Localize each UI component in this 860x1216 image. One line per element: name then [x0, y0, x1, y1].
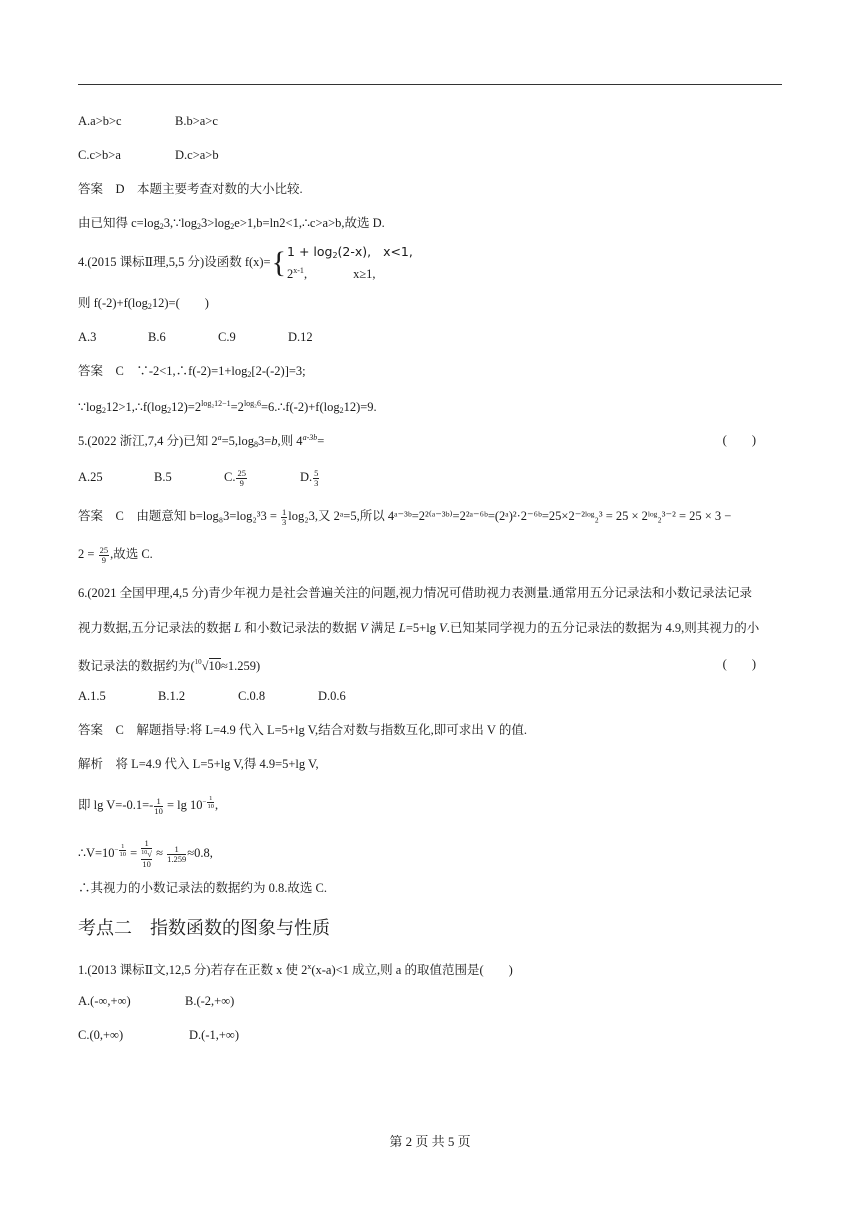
- q5-answer: 答案 C 由题意知 b=log₈3=log₂³3 = $\frac{1}{3}$ log₂3,又 2ᵃ=5,所以 4ᵃ⁻³ᵇ=2²⁽ᵃ⁻³ᵇ⁾=2²ᵃ⁻⁶ᵇ=(2ᵃ)²·2⁻⁶ᵇ=25×2⁻²ˡᵒᵍ₂³ = 25 × 2ˡᵒᵍ₂³⁻² = 25 × 3 −: [78, 506, 732, 527]
- q3-option-a: A.a>b>c: [78, 114, 122, 128]
- q4-answer: 答案 C $\because-2<1,\therefore f(-2)=1+\log_2[2-(-2)]=3$;: [78, 364, 306, 379]
- q6-option-a: A.1.5: [78, 689, 106, 703]
- q4-ask: 则 $f(-2)+f(\log_212)=$( ): [78, 296, 209, 311]
- q6-option-c: C.0.8: [238, 689, 266, 703]
- case-2: 2$^{x-1}$, x≥1,: [287, 266, 376, 281]
- q6-options: [78, 688, 346, 704]
- s2q1-option-a: A.(-∞,+∞): [78, 994, 131, 1008]
- q5-option-b: B.5: [154, 470, 172, 484]
- q6-stem-line3: 数记录法的数据约为($^{10}$√10≈1.259): [78, 658, 261, 673]
- s2q1-options-row2: [78, 1027, 239, 1043]
- q5-option-d: D. $\frac{5}{3}$: [300, 467, 319, 488]
- s2q1-options-row1: [78, 993, 234, 1009]
- q3-options-row2: [78, 147, 219, 163]
- q6-stem-line2: 视力数据,五分记录法的数据 L 和小数记录法的数据 V 满足 L=5+lg V.已知某同学视力的五分记录法的数据为 4.9,则其视力的小: [78, 621, 760, 635]
- s2q1-option-d: D.(-1,+∞): [189, 1028, 239, 1042]
- q6-option-b: B.1.2: [158, 689, 186, 703]
- s2q1-stem: 1.(2013 课标Ⅱ文,12,5 分)若存在正数 x 使 $2^x(x-a)<1$ 成立,则 a 的取值范围是( ): [78, 962, 513, 977]
- q6-answer: 答案 C 解题指导:将 L=4.9 代入 L=5+lg V,结合对数与指数互化,即可求出 V 的值.: [78, 723, 527, 737]
- piecewise-cases: [287, 244, 413, 282]
- q3-options-row1: [78, 113, 218, 129]
- q6-option-d: D.0.6: [318, 689, 346, 703]
- page-footer: 第 2 页 共 5 页: [389, 1134, 471, 1149]
- q3-option-d: D.c>a>b: [175, 148, 219, 162]
- q6-analysis: 解析 将 L=4.9 代入 L=5+lg V,得 4.9=5+lg V,: [78, 757, 319, 771]
- q5-option-c: C. $\frac{25}{9}$: [224, 467, 246, 488]
- q3-explanation: 由已知得 $c=\log_23,\because\log_23>\log_2e>1,b=\ln 2<1,\therefore c>a>b$,故选 D.: [78, 216, 385, 231]
- q4-stem: 4.(2015 课标Ⅱ理,5,5 分)设函数 $f(x)=\{1 + \log_2(2-x)$, x<1, 2$^{x-1}$, x≥1,: [78, 244, 413, 281]
- q4-option-c: C.9: [218, 330, 236, 344]
- q6-answer-paren: ( ): [722, 657, 756, 671]
- q4-answer-line2: $\because\log_212>1,\therefore f(\log_212)=2^{log_212-1}=2^{log_26}=6.\therefore f(-2)+f(\log_212)=9$.: [78, 399, 377, 415]
- q3-option-c: C.c>b>a: [78, 148, 121, 162]
- q5-options: [78, 466, 320, 488]
- q4-option-d: D.12: [288, 330, 313, 344]
- header-rule: [78, 84, 782, 85]
- q5-answer-paren: ( ): [722, 433, 756, 447]
- q4-option-a: A.3: [78, 330, 97, 344]
- left-brace: {: [271, 246, 287, 279]
- q5-option-a: A.25: [78, 470, 103, 484]
- case-1: $1 + \log_2(2-x)$, x<1,: [287, 244, 413, 260]
- s2q1-option-b: B.(-2,+∞): [185, 994, 235, 1008]
- q3-option-b: B.b>a>c: [175, 114, 218, 128]
- s2q1-option-c: C.(0,+∞): [78, 1028, 124, 1042]
- q3-answer: 答案 D 本题主要考查对数的大小比较.: [78, 182, 303, 196]
- q4-option-b: B.6: [148, 330, 166, 344]
- q6-step1: 即 lg V=-0.1=- $\frac{1}{10}$ = $\lg 10^{- \frac{1}{10}}$ ,: [78, 794, 219, 816]
- q6-stem-line1: 6.(2021 全国甲理,4,5 分)青少年视力是社会普遍关注的问题,视力情况可借助视力表测量.通常用五分记录法和小数记录法记录: [78, 586, 752, 600]
- q6-conclusion: ∴其视力的小数记录法的数据约为 0.8.故选 C.: [78, 881, 327, 895]
- q4-options: [78, 329, 313, 345]
- q6-step2: $\therefore V=10^{- \frac{1}{10}}$ = 1 $^{10}$√ 10 ≈ $\frac{1}{1.259}$ ≈0.8,: [78, 838, 213, 870]
- q5-answer-line2: 2 = $\frac{25}{9}$ ,故选 C.: [78, 544, 153, 565]
- section-heading: 考点二 指数函数的图象与性质: [78, 918, 330, 939]
- q5-stem: 5.(2022 浙江,7,4 分)已知 $2^a=5,\log_83=b$,则 $4^{a-3b}=$: [78, 433, 325, 449]
